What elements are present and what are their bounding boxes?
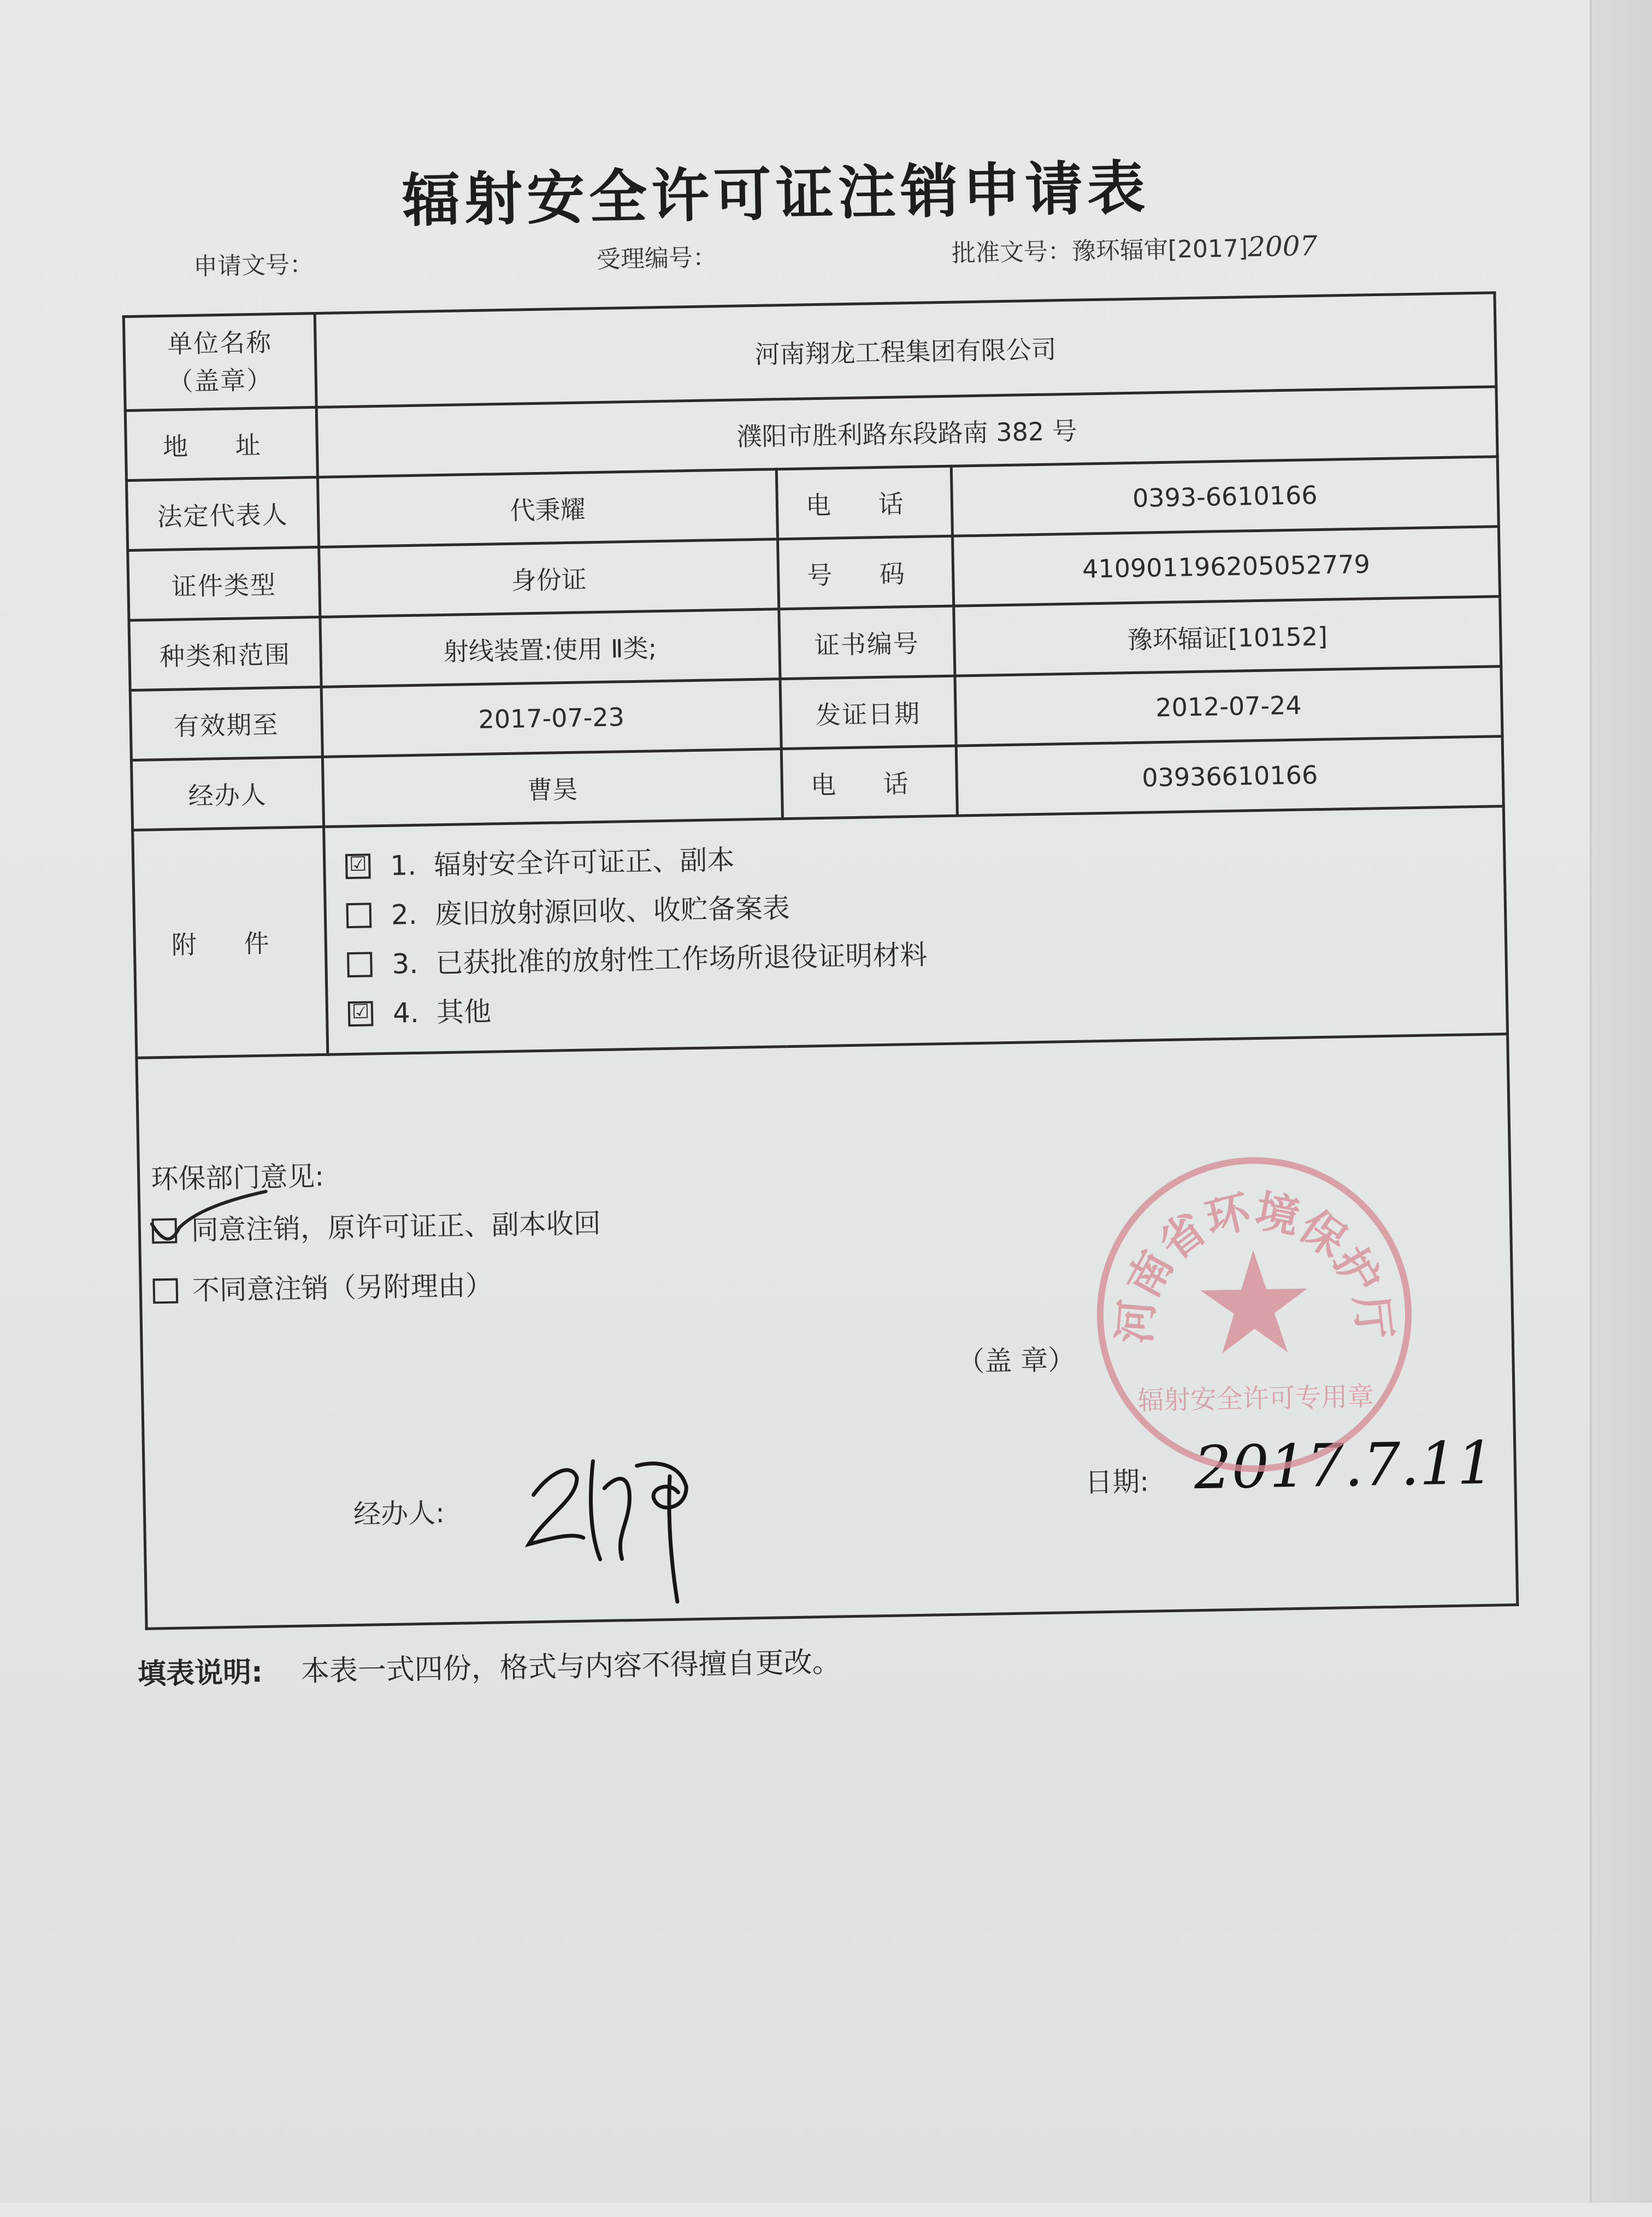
approval-number [951,227,1318,269]
seal-label: （盖 章） [957,1343,1076,1378]
disagree-checkbox[interactable] [152,1278,178,1304]
attachments-list [324,806,1508,1055]
legal-rep-label: 法定代表人 [126,477,318,550]
issue-date-label: 发证日期 [780,676,956,749]
filling-instructions-label: 填表说明: [137,1656,263,1691]
attachment-text: 废旧放射源回收、收贮备案表 [434,892,790,930]
attachments-label: 附 件 [133,827,328,1058]
id-number-label: 号 码 [778,536,954,609]
attachment-text: 其他 [436,995,492,1029]
disagree-text: 不同意注销（另附理由） [192,1269,493,1307]
id-type-label: 证件类型 [128,547,320,620]
attachment-checkbox[interactable] [346,903,372,928]
accept-number-label: 受理编号： [596,244,717,274]
opinion-handler-label: 经办人: [353,1497,445,1531]
opinion-date-handwritten: 2017.7.11 [1193,1429,1495,1503]
approval-number-label: 批准文号： [951,237,1072,268]
handwritten-check-mark [146,1188,273,1251]
id-number-value: 410901196205052779 [952,527,1500,606]
valid-until-value: 2017-07-23 [321,679,781,757]
attachment-number: 1. [390,849,417,882]
issue-date-value: 2012-07-24 [955,667,1502,746]
opinion-title: 环保部门意见: [150,1160,324,1195]
seal-purpose-text: 辐射安全许可专用章 [1137,1381,1374,1416]
handler-phone-value: 03936610166 [956,736,1503,816]
unit-name-label-text: 单位名称 [167,327,273,359]
handler-label: 经办人 [131,757,323,830]
cert-number-value: 豫环辐证[10152] [954,597,1501,676]
filling-instructions-text: 本表一式四份，格式与内容不得擅自更改。 [300,1646,841,1688]
approval-number-value: 豫环辐审[2017] [1071,234,1248,266]
filling-instructions [137,1639,841,1692]
scope-label: 种类和范围 [129,617,321,690]
unit-name-value: 河南翔龙工程集团有限公司 [315,293,1496,408]
handler-value: 曹昊 [322,749,782,827]
phone-label: 电 话 [776,466,952,539]
attachment-checkbox[interactable]: ☑ [345,853,371,879]
attachment-text: 已获批准的放射性工作场所退役证明材料 [435,939,928,980]
form-title: 辐射安全许可证注销申请表 [402,153,1150,235]
attachment-number: 2. [391,898,418,931]
row-attachments [133,806,1508,1058]
attachment-checkbox[interactable]: ☑ [348,1001,374,1027]
id-type-value: 身份证 [319,539,779,617]
attachment-number: 3. [391,947,418,980]
valid-until-label: 有效期至 [130,687,322,760]
address-value: 濮阳市胜利路东段路南 382 号 [316,387,1497,477]
seal-org-text: 河南省环境保护厅 [1108,1184,1401,1346]
address-label: 地 址 [125,407,317,480]
opinion-disagree [152,1264,493,1309]
official-red-seal [1088,1148,1421,1481]
handler-phone-label: 电 话 [781,746,957,819]
cert-number-label: 证书编号 [779,606,955,679]
approval-number-handwritten: 2007 [1247,229,1318,263]
unit-name-label-seal: （盖章） [167,364,273,397]
attachment-text: 辐射安全许可证正、副本 [433,844,735,881]
apply-number-label: 申请文号： [193,251,314,281]
agree-text: 同意注销，原许可证正、副本收回 [191,1207,601,1247]
opinion-date-label: 日期: [1084,1465,1149,1499]
unit-name-label [123,313,316,410]
seal-star-icon [1200,1249,1308,1354]
handwritten-signature [510,1426,710,1610]
attachment-checkbox[interactable] [347,952,373,977]
legal-rep-value: 代秉耀 [317,469,777,547]
scope-value: 射线装置:使用 Ⅱ类; [320,609,780,687]
attachment-number: 4. [392,997,420,1029]
phone-value: 0393-6610166 [951,457,1498,536]
